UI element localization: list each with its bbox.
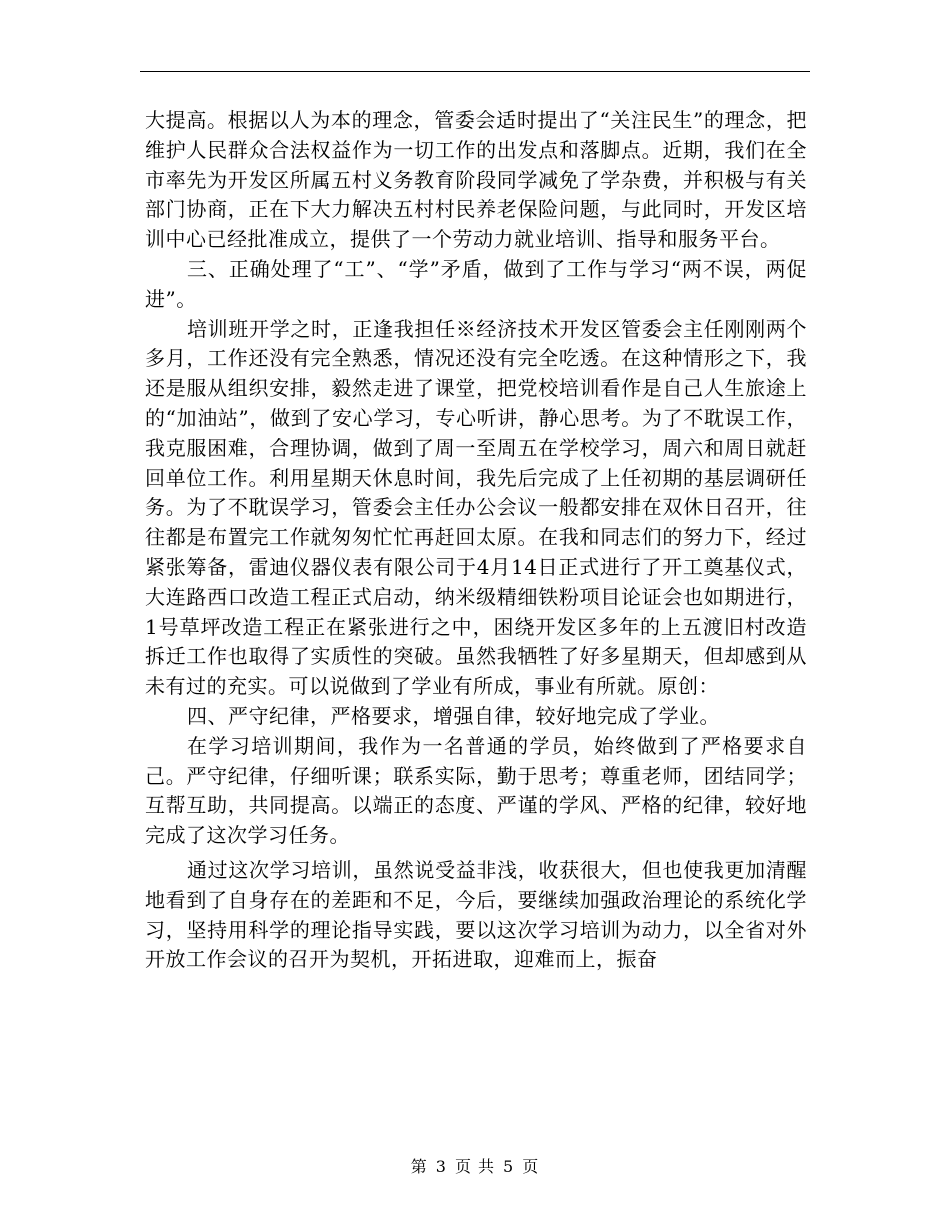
paragraph-6: 通过这次学习培训，虽然说受益非浅，收获很大，但也使我更加清醒地看到了自身存在的差距和不足，今后，要继续加强政治理论的系统化学习，坚持用科学的理论指导实践，要以这次学习培训为动力，以全省对外开放工作会议的召开为契机，开拓进取，迎难而上，振奋 bbox=[145, 857, 807, 972]
page-footer bbox=[0, 1154, 950, 1177]
paragraph-3: 培训班开学之时，正逢我担任※经济技术开发区管委会主任刚刚两个多月，工作还没有完全熟悉，情况还没有完全吃透。在这种情形之下，我还是服从组织安排，毅然走进了课堂，把党校培训看作是自己人生旅途上的“加油站”，做到了安心学习，专心听讲，静心思考。为了不耽误工作，我克服困难，合理协调，做到了周一至周五在学校学习，周六和周日就赶回单位工作。利用星期天休息时间，我先后完成了上任初期的基层调研任务。为了不耽误学习，管委会主任办公会议一般都安排在双休日召开，往往都是布置完工作就匆匆忙忙再赶回太原。在我和同志们的努力下，经过紧张筹备，雷迪仪器仪表有限公司于4月14日正式进行了开工奠基仪式，大连路西口改造工程正式启动，纳米级精细铁粉项目论证会也如期进行，1号草坪改造工程正在紧张进行之中，困绕开发区多年的上五渡旧村改造拆迁工作也取得了实质性的突破。虽然我牺牲了好多星期天，但却感到从未有过的充实。可以说做到了学业有所成，事业有所就。原创： bbox=[145, 316, 807, 699]
footer-prefix: 第 bbox=[410, 1157, 428, 1176]
document-body bbox=[145, 106, 807, 975]
footer-middle: 页 共 bbox=[454, 1157, 496, 1176]
paragraph-2: 三、正确处理了“工”、“学”矛盾，做到了工作与学习“两不误，两促进”。 bbox=[145, 256, 807, 311]
header-rule bbox=[140, 71, 810, 72]
paragraph-5: 在学习培训期间，我作为一名普通的学员，始终做到了严格要求自己。严守纪律，仔细听课；联系实际，勤于思考；尊重老师，团结同学；互帮互助，共同提高。以端正的态度、严谨的学风、严格的纪律，较好地完成了这次学习任务。 bbox=[145, 733, 807, 848]
footer-total-pages: 5 bbox=[503, 1157, 515, 1176]
paragraph-4: 四、严守纪律，严格要求，增强自律，较好地完成了学业。 bbox=[187, 703, 720, 728]
footer-page-number: 3 bbox=[435, 1157, 447, 1176]
footer-suffix: 页 bbox=[522, 1157, 540, 1176]
paragraph-1: 大提高。根据以人为本的理念，管委会适时提出了“关注民生”的理念，把维护人民群众合法权益作为一切工作的出发点和落脚点。近期，我们在全市率先为开发区所属五村义务教育阶段同学减免了学杂费，并积极与有关部门协商，正在下大力解决五村村民养老保险问题，与此同时，开发区培训中心已经批准成立，提供了一个劳动力就业培训、指导和服务平台。 bbox=[145, 108, 807, 252]
